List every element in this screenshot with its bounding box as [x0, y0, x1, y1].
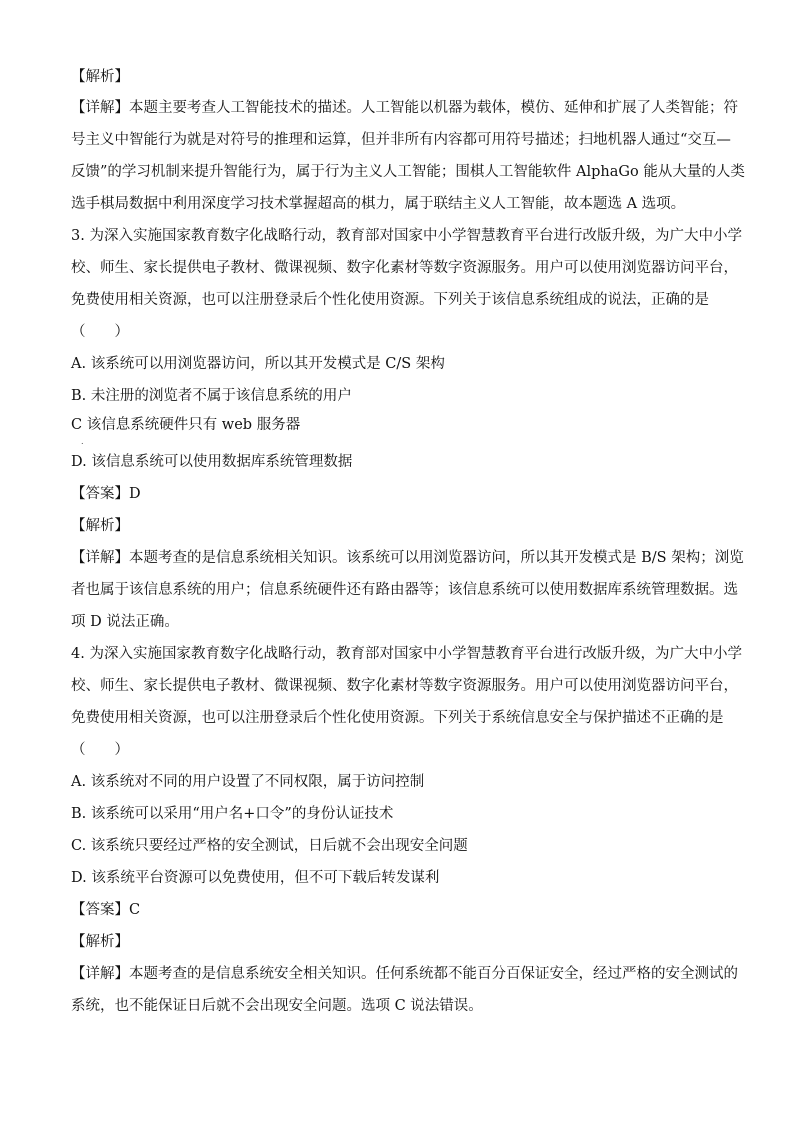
answer-blank: （ ）	[71, 742, 129, 758]
detail-line: 反馈”的学习机制来提升智能行为，属于行为主义人工智能；围棋人工智能软件 AlphaGo 能从大量的人类	[71, 164, 745, 180]
option-d: D. 该信息系统可以使用数据库系统管理数据	[71, 454, 353, 470]
option-c: C 该信息系统硬件只有 web 服务器	[71, 417, 301, 433]
question-stem-line: 4. 为深入实施国家教育数字化战略行动，教育部对国家中小学智慧教育平台进行改版升级，为广大中小学	[71, 646, 742, 662]
question-stem-line: 3. 为深入实施国家教育数字化战略行动，教育部对国家中小学智慧教育平台进行改版升级，为广大中小学	[71, 228, 742, 244]
answer-line: 【答案】D	[71, 486, 141, 502]
document-page	[71, 62, 745, 1022]
question-4	[71, 638, 742, 1022]
option-b: B. 该系统可以采用“用户名+口令”的身份认证技术	[71, 806, 394, 822]
option-a: A. 该系统可以用浏览器访问，所以其开发模式是 C/S 架构	[71, 356, 445, 372]
question-3	[71, 220, 744, 638]
section-q2-analysis	[71, 62, 745, 220]
question-stem-line: 免费使用相关资源，也可以注册登录后个性化使用资源。下列关于系统信息安全与保护描述不正确的是	[71, 710, 724, 726]
option-c: C. 该系统只要经过严格的安全测试，日后就不会出现安全问题	[71, 838, 468, 854]
detail-line: 者也属于该信息系统的用户；信息系统硬件还有路由器等；该信息系统可以使用数据库系统管理数据。选	[71, 582, 738, 598]
analysis-label: 【解析】	[71, 934, 129, 950]
option-d: D. 该系统平台资源可以免费使用，但不可下载后转发谋利	[71, 870, 440, 886]
detail-line: 项 D 说法正确。	[71, 614, 179, 630]
detail-line: 【详解】本题主要考查人工智能技术的描述。人工智能以机器为载体，模仿、延伸和扩展了人类智能；符	[71, 100, 738, 116]
option-c-mark: .	[81, 437, 84, 446]
detail-line: 【详解】本题考查的是信息系统安全相关知识。任何系统都不能百分百保证安全，经过严格的安全测试的	[71, 966, 738, 982]
detail-line: 【详解】本题考查的是信息系统相关知识。该系统可以用浏览器访问，所以其开发模式是 B/S 架构；浏览	[71, 550, 744, 566]
detail-line: 系统，也不能保证日后就不会出现安全问题。选项 C 说法错误。	[71, 998, 483, 1014]
answer-blank: （ ）	[71, 324, 129, 340]
option-a: A. 该系统对不同的用户设置了不同权限，属于访问控制	[71, 774, 425, 790]
question-stem-line: 校、师生、家长提供电子教材、微课视频、数字化素材等数字资源服务。用户可以使用浏览器访问平台，	[71, 678, 738, 694]
detail-line: 号主义中智能行为就是对符号的推理和运算，但并非所有内容都可用符号描述；扫地机器人通过“交互—	[71, 132, 731, 148]
analysis-label: 【解析】	[71, 518, 129, 534]
question-stem-line: 校、师生、家长提供电子教材、微课视频、数字化素材等数字资源服务。用户可以使用浏览器访问平台，	[71, 260, 738, 276]
analysis-label: 【解析】	[71, 69, 129, 85]
detail-line: 选手棋局数据中利用深度学习技术掌握超高的棋力，属于联结主义人工智能，故本题选 A 选项。	[71, 196, 686, 212]
option-b: B. 未注册的浏览者不属于该信息系统的用户	[71, 388, 352, 404]
question-stem-line: 免费使用相关资源，也可以注册登录后个性化使用资源。下列关于该信息系统组成的说法，正确的是	[71, 292, 709, 308]
answer-line: 【答案】C	[71, 902, 141, 918]
